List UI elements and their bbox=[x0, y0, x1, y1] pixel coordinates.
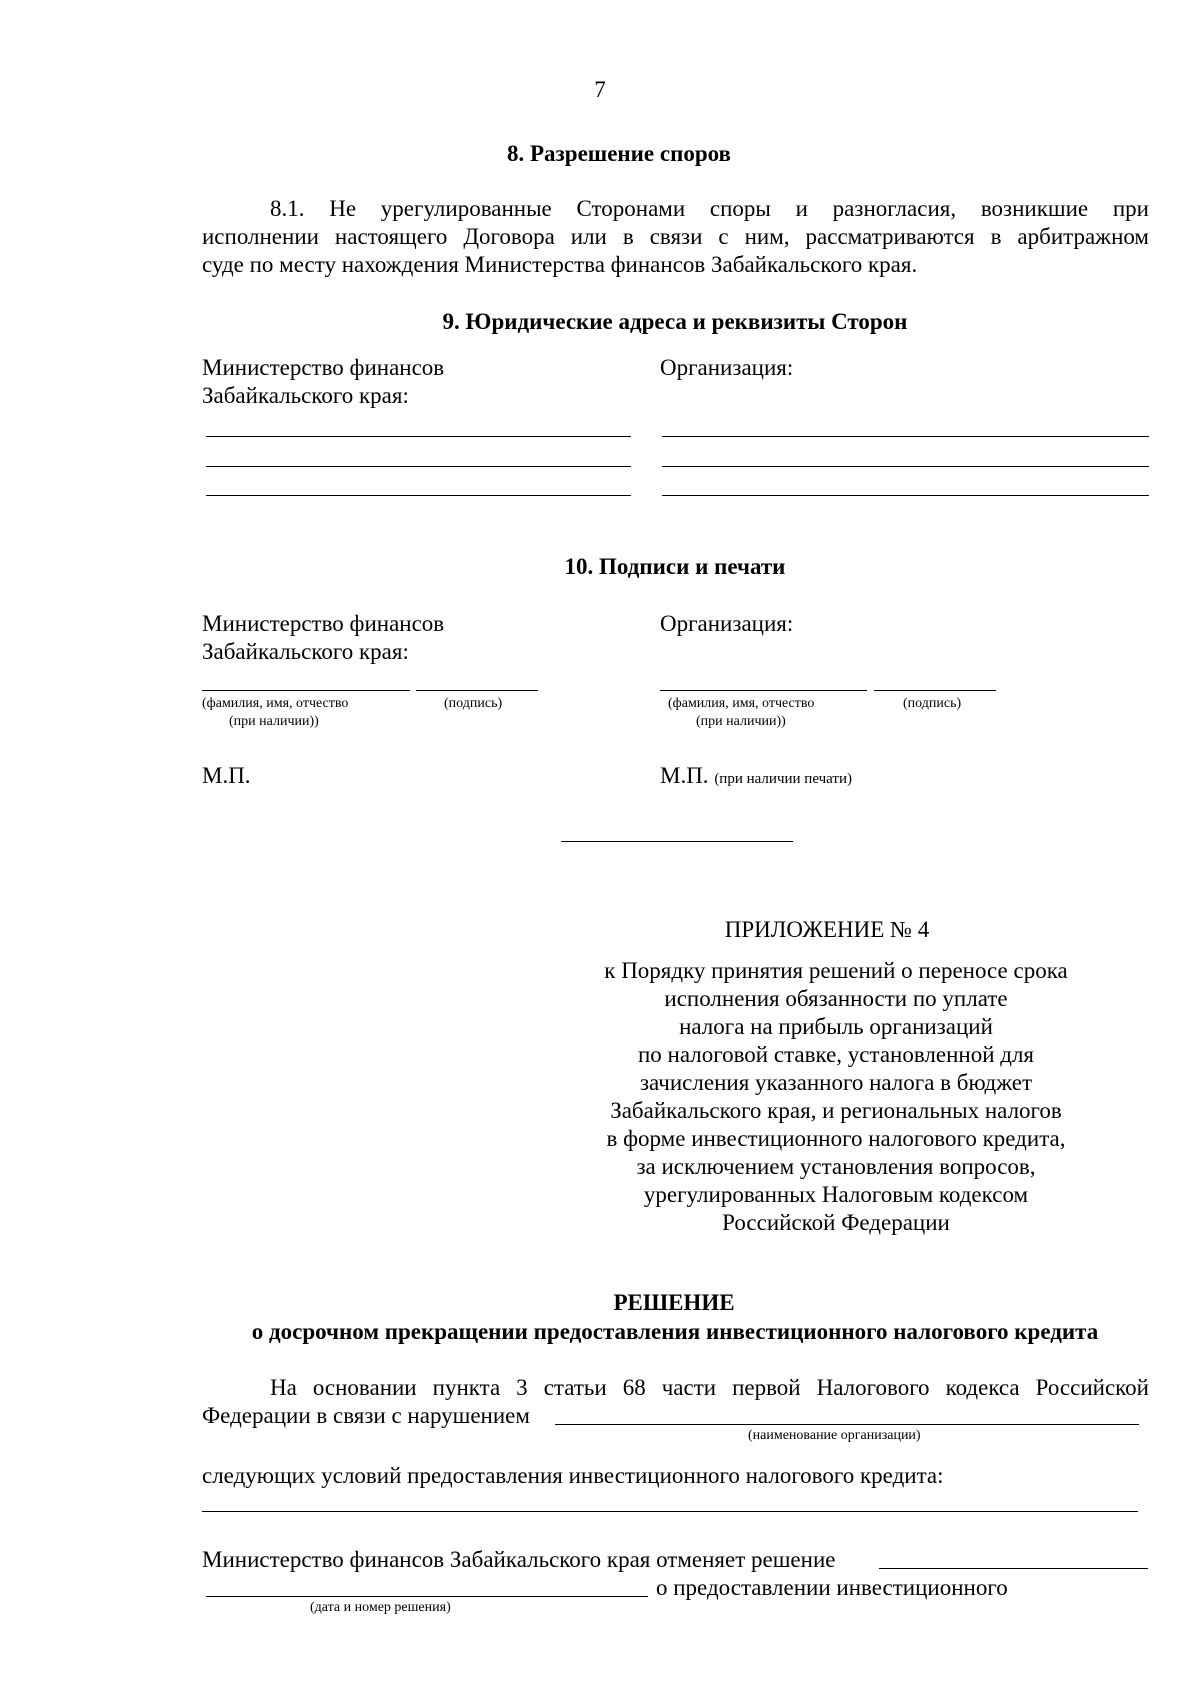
section10-heading: 10. Подписи и печати bbox=[564, 554, 786, 579]
requisites-left-line-2 bbox=[206, 466, 631, 467]
section9-left-line1: Министерство финансов bbox=[202, 355, 445, 380]
appendix-title: ПРИЛОЖЕНИЕ № 4 bbox=[724, 917, 930, 942]
section8-heading: 8. Разрешение споров bbox=[507, 141, 731, 166]
date-number-line bbox=[206, 1596, 648, 1597]
stamp-right-note: (при наличии печати) bbox=[714, 771, 852, 787]
right-fio-line bbox=[660, 690, 867, 691]
conditions-line: следующих условий предоставления инвестиционного налогового кредита: bbox=[202, 1463, 944, 1488]
page-number: 7 bbox=[594, 77, 606, 102]
date-number-caption: (дата и номер решения) bbox=[310, 1600, 451, 1615]
decision-para1-line1: На основании пункта 3 статьи 68 части первой Налогового кодекса Российской bbox=[270, 1375, 1149, 1400]
requisites-right-line-3 bbox=[662, 495, 1149, 496]
left-signature-line bbox=[416, 690, 538, 691]
section10-left-line2: Забайкальского края: bbox=[202, 639, 409, 664]
right-signature-line bbox=[874, 690, 996, 691]
section9-heading: 9. Юридические адреса и реквизиты Сторон bbox=[442, 309, 908, 334]
cancel-line: Министерство финансов Забайкальского края отменяет решение bbox=[202, 1547, 836, 1572]
left-fio-line bbox=[202, 690, 410, 691]
right-fio-caption-line2: (при наличии)) bbox=[696, 714, 786, 729]
appendix-line: к Порядку принятия решений о переносе срока bbox=[604, 958, 1068, 983]
section10-right-label: Организация: bbox=[660, 611, 794, 636]
appendix-line: Российской Федерации bbox=[722, 1210, 950, 1235]
left-fio-caption-line2: (при наличии)) bbox=[229, 714, 319, 729]
section9-right-label: Организация: bbox=[660, 355, 794, 380]
appendix-line: урегулированных Налоговым кодексом bbox=[643, 1182, 1029, 1207]
appendix-line: по налоговой ставке, установленной для bbox=[637, 1042, 1035, 1067]
appendix-line: в форме инвестиционного налогового кредита, bbox=[606, 1126, 1066, 1151]
right-signature-caption: (подпись) bbox=[903, 696, 962, 711]
appendix-line: исполнения обязанности по уплате bbox=[664, 986, 1008, 1011]
stamp-left: М.П. bbox=[202, 763, 251, 788]
provision-text: о предоставлении инвестиционного bbox=[656, 1575, 1008, 1600]
appendix-line: зачисления указанного налога в бюджет bbox=[639, 1070, 1033, 1095]
conditions-blank-line bbox=[202, 1511, 1138, 1512]
right-fio-caption-line1: (фамилия, имя, отчество bbox=[668, 696, 815, 711]
decision-title: РЕШЕНИЕ bbox=[613, 1290, 735, 1315]
section9-left-line2: Забайкальского края: bbox=[202, 383, 409, 408]
appendix-line: налога на прибыль организаций bbox=[679, 1014, 993, 1039]
requisites-left-line-3 bbox=[206, 495, 631, 496]
appendix-line: Забайкальского края, и региональных налогов bbox=[610, 1098, 1062, 1123]
decision-subtitle: о досрочном прекращении предоставления инвестиционного налогового кредита bbox=[251, 1319, 1099, 1344]
section8-para-line3: суде по месту нахождения Министерства финансов Забайкальского края. bbox=[202, 252, 918, 277]
left-fio-caption-line1: (фамилия, имя, отчество bbox=[202, 696, 349, 711]
separator-line bbox=[561, 841, 793, 842]
stamp-right-label: М.П. bbox=[660, 763, 709, 788]
section8-para-line2: исполнении настоящего Договора или в связи с ним, рассматриваются в арбитражном bbox=[202, 224, 1149, 249]
requisites-left-line-1 bbox=[206, 436, 631, 437]
appendix-line: за исключением установления вопросов, bbox=[636, 1154, 1036, 1179]
decision-para1-line2: Федерации в связи с нарушением bbox=[202, 1403, 530, 1428]
requisites-right-line-2 bbox=[662, 466, 1149, 467]
requisites-right-line-1 bbox=[662, 436, 1149, 437]
org-name-line bbox=[555, 1424, 1139, 1425]
left-signature-caption: (подпись) bbox=[444, 696, 503, 711]
section8-para-line1: 8.1. Не урегулированные Сторонами споры и разногласия, возникшие при bbox=[270, 196, 1149, 221]
org-name-caption: (наименование организации) bbox=[748, 1428, 921, 1443]
cancel-decision-line bbox=[879, 1568, 1148, 1569]
stamp-right bbox=[660, 762, 852, 790]
section10-left-line1: Министерство финансов bbox=[202, 611, 445, 636]
